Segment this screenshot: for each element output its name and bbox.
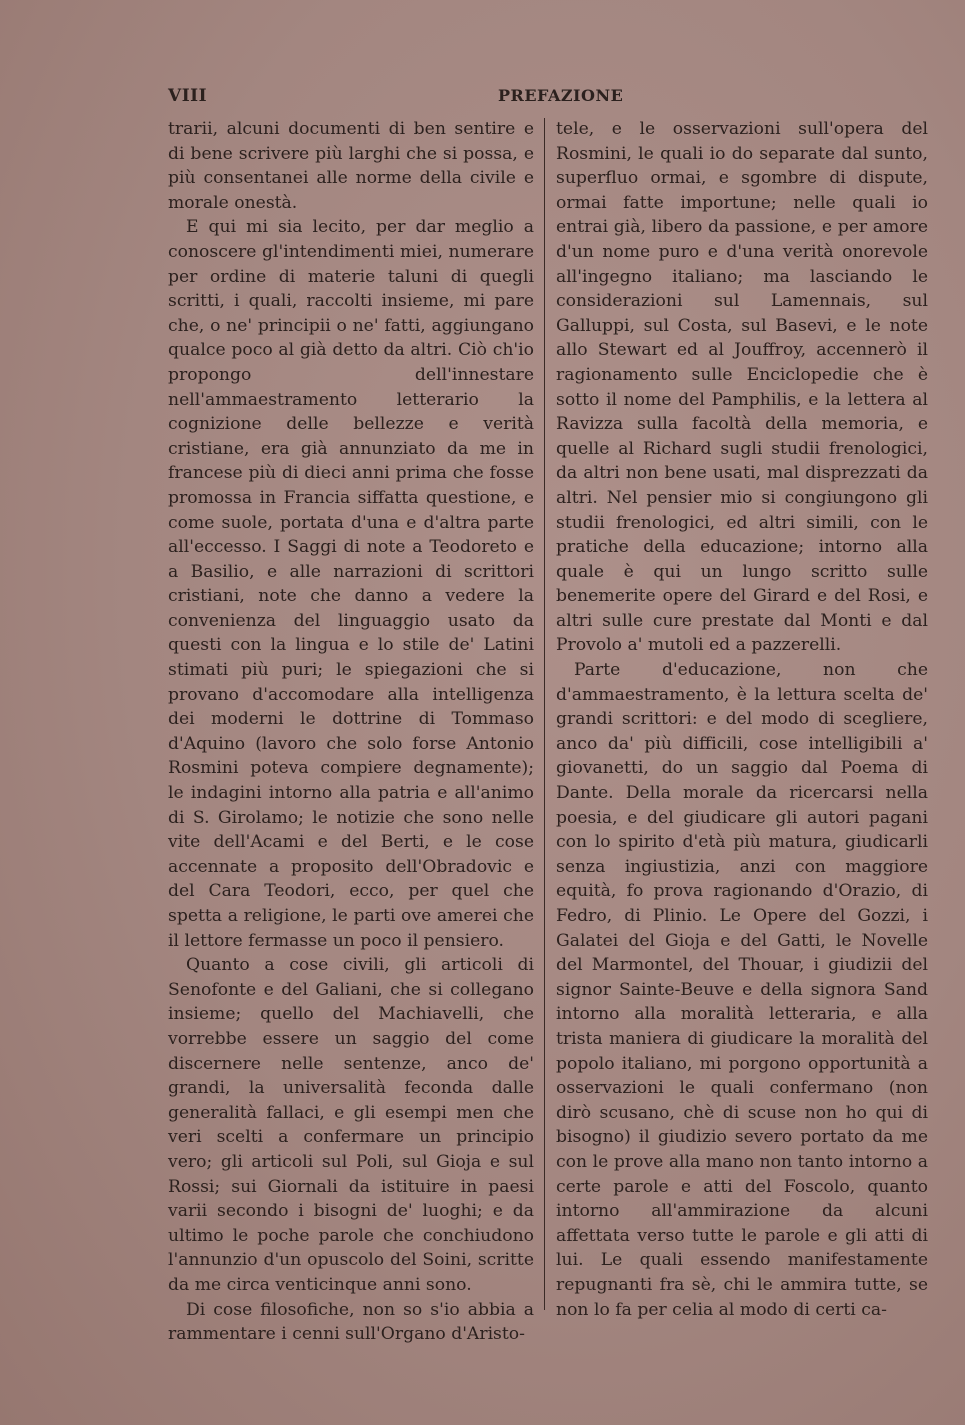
page-header	[168, 86, 928, 110]
page-number: VIII	[168, 86, 208, 106]
column-divider	[544, 118, 545, 1310]
running-head: PREFAZIONE	[498, 86, 624, 105]
paragraph: trarii, alcuni documenti di ben sentire e di bene scrivere più larghi che si possa, e più consentanei alle norme della civile e morale onestà.	[168, 119, 534, 213]
paragraph: E qui mi sia lecito, per dar meglio a conoscere gl'intendimenti miei, numerare per ordine di materie taluni di quegli scritti, i quali, raccolti insieme, mi pare che, o ne' principii o ne' fatti, aggiungano qualce poco al già detto da altri. Ciò ch'io propongo dell'innestare nell'ammaestramento letterario la cognizione delle bellezze e verità cristiane, era già annunziato da me in francese più di dieci anni prima che fosse promossa in Francia siffatta questione, e come suole, portata d'una e d'altra parte all'eccesso. I Saggi di note a Teodoreto e a Basilio, e alle narrazioni di scrittori cristiani, note che danno a vedere la convenienza del linguaggio usato da questi con la lingua e lo stile de' Latini stimati più puri; le spiegazioni che si provano d'accomodare alla intelligenza dei moderni le dottrine di Tommaso d'Aquino (lavoro che solo forse Antonio Rosmini poteva compiere degnamente); le indagini intorno alla patria e all'animo di S. Girolamo; le notizie che sono nelle vite dell'Acami e del Berti, e le cose accennate a proposito dell'Obradovic e del Cara Teodori, ecco, per quel che spetta a religione, le parti ove amerei che il lettore fermasse un poco il pensiero.	[168, 217, 534, 951]
paragraph: tele, e le osservazioni sull'opera del Rosmini, le quali io do separate dal sunto, superfluo ormai, e sgombre di dispute, ormai fatte importune; nelle quali io entrai già, libero da passione, e per amore d'un nome puro e d'una verità onorevole all'ingegno italiano; ma lasciando le considerazioni sul Lamennais, sul Galluppi, sul Costa, sul Basevi, e le note allo Stewart ed al Jouffroy, accennerò il ragionamento sulle Enciclopedie che è sotto il nome del Pamphilis, e la lettera al Ravizza sulla facoltà della memoria, e quelle al Richard sugli studii frenologici, da altri non bene usati, mal disprezzati da altri. Nel pensier mio si congiungono gli studii frenologici, ed altri simili, con le pratiche della educazione; intorno alla quale è qui un lungo scritto sulle benemerite opere del Girard e del Rosi, e altri sulle cure prestate dal Monti e dal Provolo a' mutoli ed a pazzerelli.	[556, 119, 928, 656]
left-column	[168, 117, 534, 1347]
paragraph: Di cose filosofiche, non so s'io abbia a rammentare i cenni sull'Organo d'Aristo-	[168, 1299, 534, 1345]
paragraph: Quanto a cose civili, gli articoli di Senofonte e del Galiani, che si collegano insieme; quello del Machiavelli, che vorrebbe essere un saggio del come discernere nelle sentenze, anco de' grandi, la universalità feconda dalle generalità fallaci, e gli esempi men che veri scelti a confermare un principio vero; gli articoli sul Poli, sul Gioja e sul Rossi; sui Giornali da istituire in paesi varii secondo i bisogni de' luoghi; e da ultimo le poche parole che conchiudono l'annunzio d'un opuscolo del Soini, scritte da me circa venticinque anni sono.	[168, 955, 534, 1295]
right-column	[556, 117, 928, 1322]
paragraph: Parte d'educazione, non che d'ammaestramento, è la lettura scelta de' grandi scrittori: e del modo di scegliere, anco da' più difficili, cose intelligibili a' giovanetti, do un saggio dal Poema di Dante. Della morale da ricercarsi nella poesia, e del giudicare gli autori pagani con lo spirito d'età più matura, giudicarli senza ingiustizia, anzi con maggiore equità, fo prova ragionando d'Orazio, di Fedro, di Plinio. Le Opere del Gozzi, i Galatei del Gioja e del Gatti, le Novelle del Marmontel, del Thouar, i giudizii del signor Sainte-Beuve e della signora Sand intorno alla moralità letteraria, e alla trista maniera di giudicare la moralità del popolo italiano, mi porgono opportunità a osservazioni le quali confermano (non dirò scusano, chè di scuse non ho qui di bisogno) il giudizio severo portato da me con le prove alla mano non tanto intorno a certe parole e atti del Foscolo, quanto intorno all'ammirazione da alcuni affettata verso tutte le parole e gli atti di lui. Le quali essendo manifestamente repugnanti fra sè, chi le ammira tutte, se non lo fa per celia al modo di certi ca-	[556, 660, 928, 1320]
